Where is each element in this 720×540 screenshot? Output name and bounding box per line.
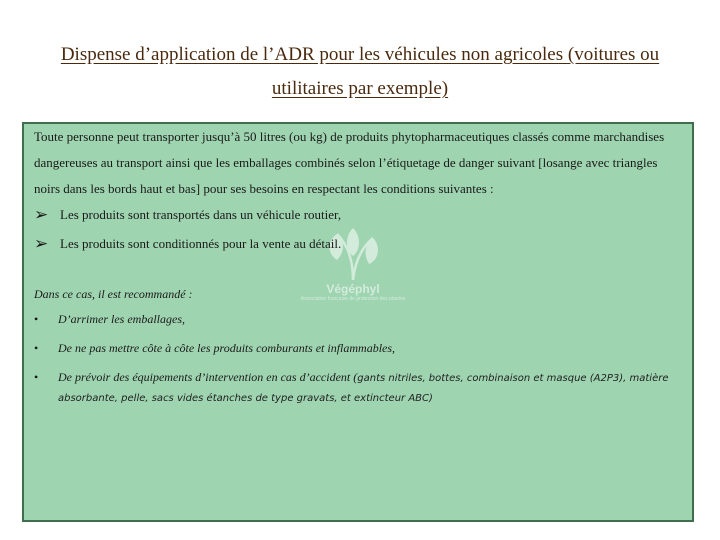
list-item [34,229,674,258]
page-title: Dispense d’application de l’ADR pour les véhicules non agricoles (voitures ou utilitaires par exemple) [60,44,660,99]
list-item [34,200,674,229]
recommendation-text: D’arrimer les emballages, [58,312,185,326]
recommendation-text: De ne pas mettre côte à côte les produits comburants et inflammables, [58,341,396,355]
condition-text: Les produits sont transportés dans un véhicule routier, [60,206,342,222]
bullet-dot-icon: • [34,312,39,326]
list-item [34,310,674,328]
intro-paragraph: Toute personne peut transporter jusqu’à 50 litres (ou kg) de produits phytopharmaceutiques classés comme marchandises dangereuses au transport ainsi que les emballages combinés selon l’étiquetage de danger suivant [losange avec triangles noirs dans les bords haut et bas] pour ses besoins en respectant les conditions suivantes : [34,129,665,196]
bullet-dot-icon: • [34,370,39,384]
conditions-list [34,200,674,258]
condition-text: Les produits sont conditionnés pour la vente au détail. [60,235,342,251]
list-item [34,339,674,357]
arrow-bullet-icon: ➢ [34,233,49,254]
recommendation-text: De prévoir des équipements d’intervention en cas d’accident (gants nitriles, bottes, combinaison et masque (A2P3), matière absorbante, pelle, sacs vides étanches de type gravats, et extincteur ABC) [58,370,669,404]
recommendations-list [34,310,674,419]
bullet-dot-icon: • [34,341,39,355]
recommendation-title: Dans ce cas, il est recommandé : [34,287,193,301]
arrow-bullet-icon: ➢ [34,204,49,225]
watermark-tagline: Association française de protection des plantes [300,296,406,302]
recommendation-detail: gants nitriles, bottes, combinaison et masque (A2P3), matière absorbante, pelle, sacs vides étanches de type gravats, et extincteur ABC) [58,373,669,404]
list-item [34,368,674,408]
watermark-name: Végéphyl [326,282,380,296]
